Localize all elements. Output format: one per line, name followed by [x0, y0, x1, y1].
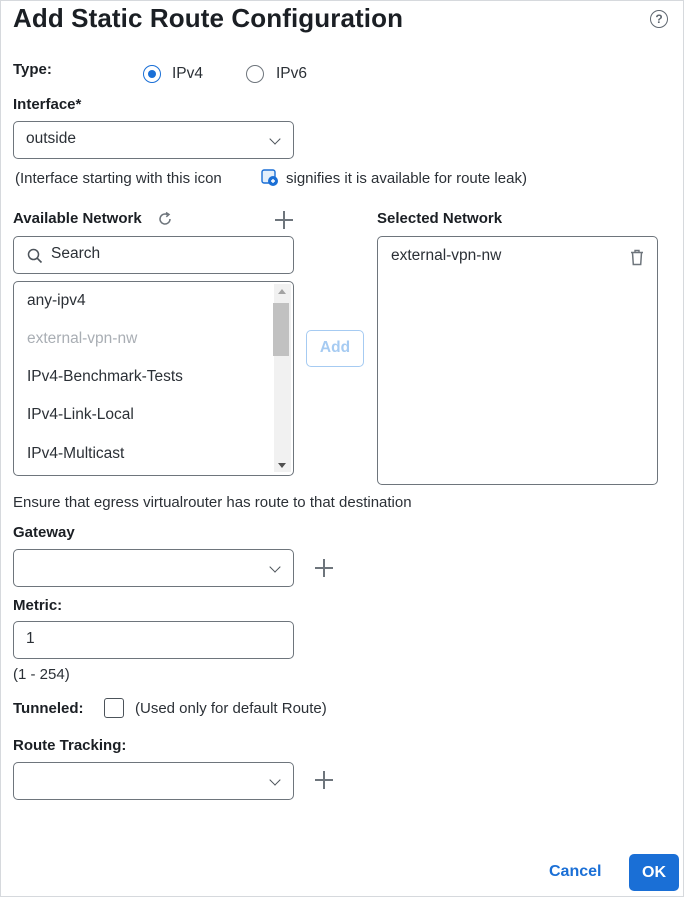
help-icon[interactable]: ?: [650, 10, 668, 28]
route-tracking-select[interactable]: [13, 762, 294, 800]
search-icon: [27, 248, 43, 264]
route-tracking-label: Route Tracking:: [13, 737, 127, 754]
selected-network-list: [377, 236, 658, 485]
list-item[interactable]: IPv4-Link-Local: [27, 406, 134, 423]
ipv4-radio[interactable]: [143, 65, 161, 83]
interface-select-value: outside: [26, 130, 76, 147]
available-network-label: Available Network: [13, 210, 142, 227]
add-route-tracking-plus-icon[interactable]: [314, 770, 334, 790]
ipv4-radio-label[interactable]: IPv4: [172, 65, 204, 82]
ipv6-radio[interactable]: [246, 65, 264, 83]
interface-note-suffix: signifies it is available for route leak): [286, 170, 527, 187]
list-item[interactable]: IPv4-Benchmark-Tests: [27, 368, 183, 385]
list-item[interactable]: any-ipv4: [27, 292, 86, 309]
ok-button[interactable]: OK: [629, 854, 679, 891]
tunneled-label: Tunneled:: [13, 700, 84, 717]
tunneled-note: (Used only for default Route): [135, 700, 327, 717]
list-item[interactable]: IPv4-Multicast: [27, 445, 125, 462]
cancel-button[interactable]: Cancel: [549, 863, 602, 880]
metric-range: (1 - 254): [13, 666, 70, 683]
list-scrollbar-thumb[interactable]: [273, 303, 289, 356]
gateway-select[interactable]: [13, 549, 294, 587]
add-network-plus-icon[interactable]: [274, 210, 294, 230]
metric-value: 1: [26, 630, 35, 647]
chevron-down-icon: [269, 133, 280, 144]
add-button[interactable]: Add: [306, 330, 364, 367]
egress-note: Ensure that egress virtualrouter has route to that destination: [13, 494, 412, 511]
refresh-icon[interactable]: [157, 211, 173, 227]
interface-label: Interface*: [13, 96, 82, 113]
selected-network-label: Selected Network: [377, 210, 503, 227]
ipv6-radio-label[interactable]: IPv6: [276, 65, 308, 82]
interface-note-prefix: (Interface starting with this icon: [15, 170, 222, 187]
type-label: Type:: [13, 61, 52, 78]
metric-input[interactable]: [13, 621, 294, 659]
gateway-label: Gateway: [13, 524, 75, 541]
route-leak-icon: [261, 169, 279, 187]
search-placeholder: Search: [51, 245, 101, 262]
available-network-list[interactable]: [13, 281, 294, 476]
metric-label: Metric:: [13, 597, 63, 614]
scroll-down-arrow-icon[interactable]: [278, 463, 286, 468]
network-search-input[interactable]: [13, 236, 294, 274]
chevron-down-icon: [269, 774, 280, 785]
dialog-title: Add Static Route Configuration: [13, 3, 404, 33]
scroll-up-arrow-icon[interactable]: [278, 289, 286, 294]
trash-icon[interactable]: [630, 249, 644, 266]
interface-select[interactable]: [13, 121, 294, 159]
chevron-down-icon: [269, 561, 280, 572]
add-gateway-plus-icon[interactable]: [314, 558, 334, 578]
selected-list-item: external-vpn-nw: [391, 247, 502, 264]
list-item: external-vpn-nw: [27, 330, 138, 347]
tunneled-checkbox[interactable]: [104, 698, 124, 718]
